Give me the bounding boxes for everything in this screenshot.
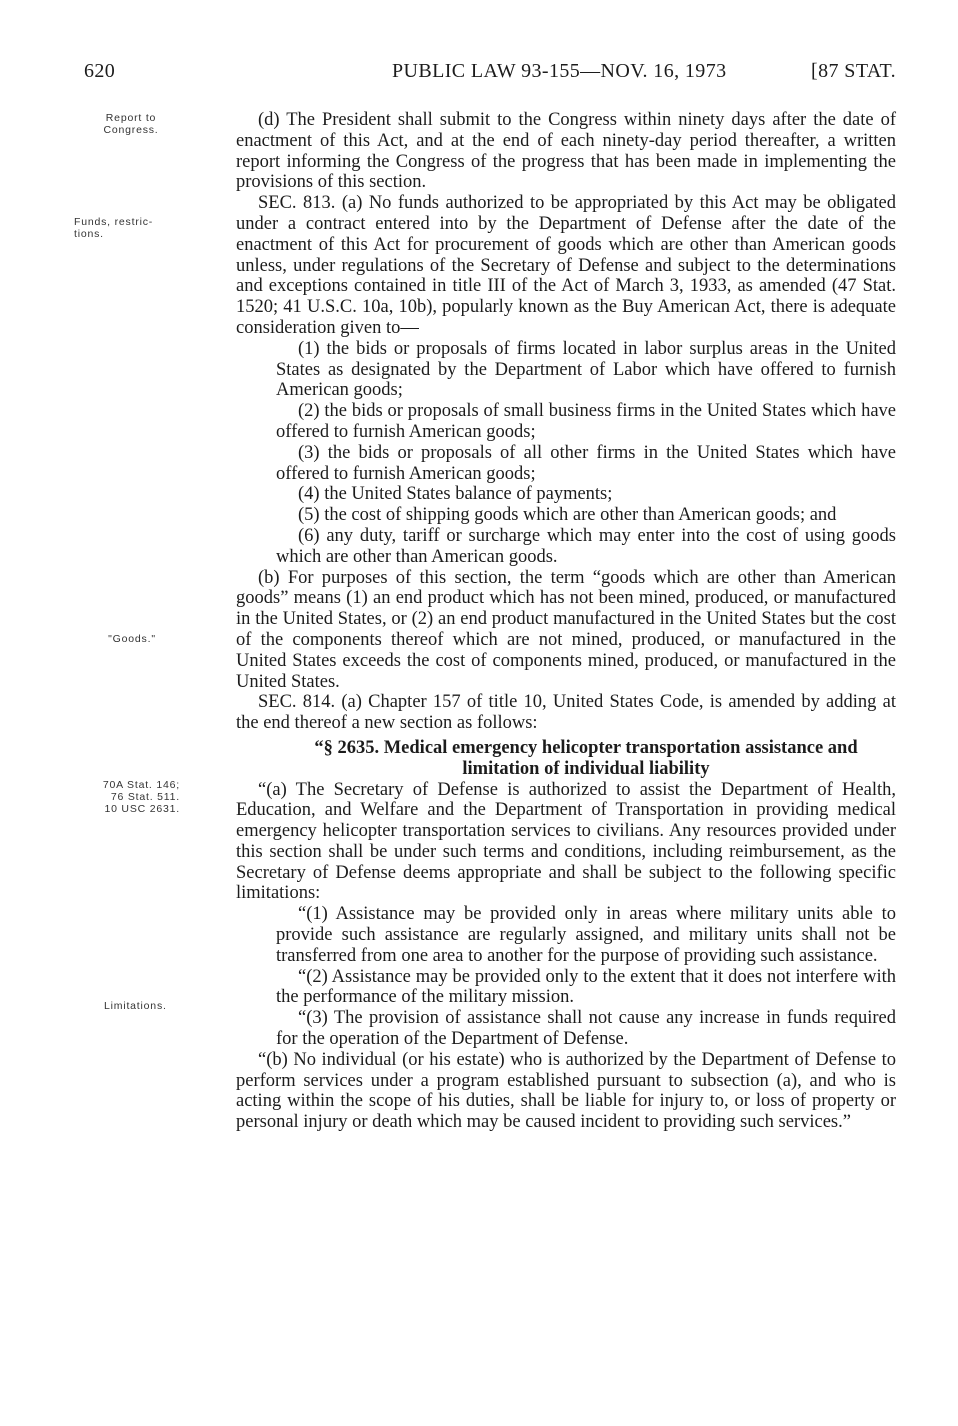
stat-reference: [87 STAT. [811,60,896,82]
running-header [84,60,896,88]
margin-note-funds: Funds, restric- tions. [74,216,154,240]
list-item: (6) any duty, tariff or surcharge which may enter into the cost of using goods which are other than American goods. [276,525,896,567]
section-813-a: SEC. 813. (a) No funds authorized to be appropriated by this Act may be obligated under a contract entered into by the Department of Defense after the date of the enactment of this Act for procurement of goods which are other than American goods unless, under regulations of the Secretary of Defense and subject to the determinations and exceptions contained in title III of the Act of March 3, 1933, as amended (47 Stat. 1520; 41 U.S.C. 10a, 10b), popularly known as the Buy American Act, there is adequate consideration given to— [236,193,896,338]
subsection-b: “(b) No individual (or his estate) who is authorized by the Department of Defense to perform services under a program established pursuant to subsection (a), and who is acting within the scope of his duties, shall be liable for injury to, or loss of property or personal injury or death which may be caused incident to providing such services.” [236,1049,896,1133]
margin-note-report: Report to Congress. [103,112,159,136]
section-814-a: SEC. 814. (a) Chapter 157 of title 10, United States Code, is amended by adding at the end thereof a new section as follows: [236,692,896,734]
list-item: (3) the bids or proposals of all other firms in the United States which have offered to furnish American goods; [276,442,896,484]
body-text [236,110,896,1133]
subsection-a: “(a) The Secretary of Defense is authorized to assist the Department of Health, Education, and Welfare and the Department of Transportation in providing medical emergency helicopter transportation services to civilians. Any resources provided under this section shall be under such terms and conditions, including reimbursement, as the Secretary of Defense deems appropriate and shall be subject to the following specific limitations: [236,779,896,904]
header-title: PUBLIC LAW 93-155—NOV. 16, 1973 [392,60,727,82]
section-heading-2635: “§ 2635. Medical emergency helicopter transportation assistance and limitation of individual liability [314,737,858,779]
page-number: 620 [84,60,116,82]
list-item: (5) the cost of shipping goods which are other than American goods; and [298,505,837,526]
margin-note-citations: 70A Stat. 146; 76 Stat. 511. 10 USC 2631. [102,779,180,815]
limitation-item: “(2) Assistance may be provided only to the extent that it does not interfere with the performance of the military mission. [276,966,896,1008]
margin-note-goods: "Goods." [108,633,156,645]
list-item: (4) the United States balance of payments; [298,484,613,505]
paragraph-d: (d) The President shall submit to the Congress within ninety days after the date of enactment of this Act, and at the end of each ninety-day period thereafter, a written report informing the Congress of the progress that has been made in implementing the provisions of this section. [236,110,896,193]
section-813-b: (b) For purposes of this section, the term “goods which are other than American goods” means (1) an end product which has not been mined, produced, or manufactured in the United States, or (2) an end product manufactured in the United States but the cost of the components thereof which are not mined, produced, or manufactured in the United States exceeds the cost of components mined, produced, or manufactured in the United States. [236,567,896,692]
limitation-item: “(1) Assistance may be provided only in areas where military units able to provide such assistance are regularly assigned, and military units shall not be transferred from one area to another for the purpose of providing such assistance. [276,904,896,966]
list-item: (2) the bids or proposals of small business firms in the United States which have offered to furnish American goods; [276,401,896,442]
margin-note-limitations: Limitations. [104,1000,167,1012]
limitation-item: “(3) The provision of assistance shall not cause any increase in funds required for the operation of the Department of Defense. [276,1008,896,1050]
list-item: (1) the bids or proposals of firms located in labor surplus areas in the United States as designated by the Department of Labor which have offered to furnish American goods; [276,338,896,401]
